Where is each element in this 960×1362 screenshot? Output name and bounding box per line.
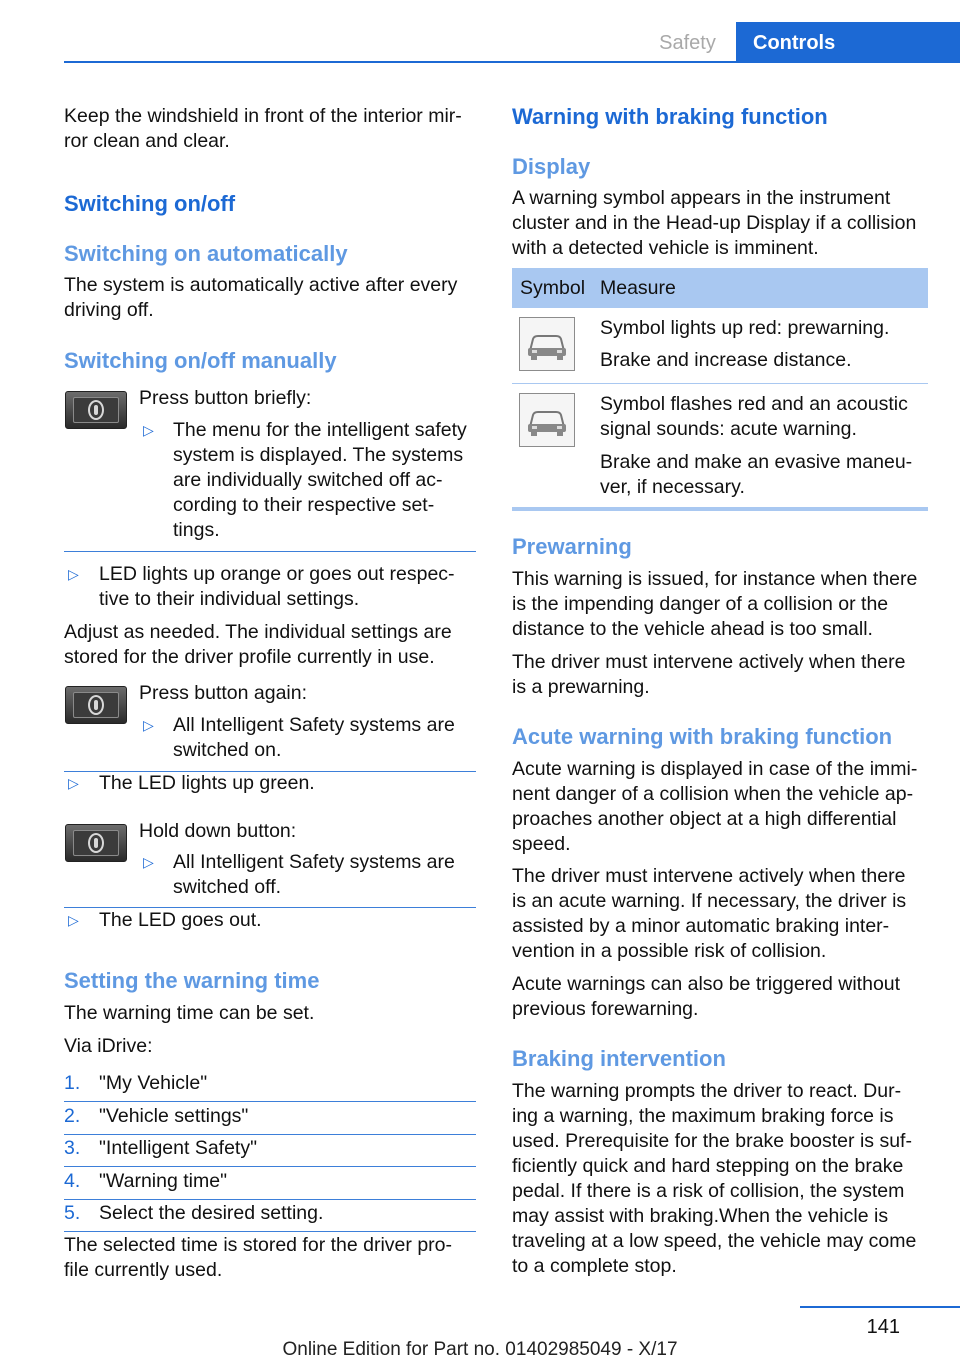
- step-number: 2.: [64, 1105, 81, 1127]
- braking-text-3: used. Prerequisite for the brake booster is suf-: [512, 1130, 912, 1152]
- row1-line-2: Brake and increase distance.: [600, 349, 852, 371]
- bullet-triangle-icon: ▷: [143, 717, 154, 733]
- heading-display: Display: [512, 154, 591, 179]
- led-bullet-1: LED lights up orange or goes out respec-: [99, 563, 455, 585]
- via-idrive: Via iDrive:: [64, 1035, 153, 1057]
- led-bullet-2: tive to their individual settings.: [99, 588, 360, 610]
- heading-prewarning: Prewarning: [512, 534, 632, 559]
- led-out: The LED goes out.: [99, 909, 262, 931]
- divider: [64, 1101, 476, 1102]
- braking-text-5: pedal. If there is a risk of collision, the system: [512, 1180, 905, 1202]
- stored-text-2: file currently used.: [64, 1259, 223, 1281]
- prewarning-text-5: is a prewarning.: [512, 676, 650, 698]
- prewarning-text-4: The driver must intervene actively when there: [512, 651, 906, 673]
- acute-text-5: The driver must intervene actively when there: [512, 865, 906, 887]
- brief-bullet-3: are individually switched off ac-: [173, 469, 443, 491]
- prewarning-text-1: This warning is issued, for instance when there: [512, 568, 918, 590]
- heading-warning-braking: Warning with braking function: [512, 104, 828, 129]
- collision-warning-icon: [519, 317, 575, 371]
- press-again: Press button again:: [139, 682, 308, 704]
- braking-text-2: ing a warning, the maximum braking force is: [512, 1105, 894, 1127]
- adjust-text-2: stored for the driver profile currently in use.: [64, 646, 435, 668]
- led-green: The LED lights up green.: [99, 772, 315, 794]
- display-text-2: cluster and in the Head-up Display if a collision: [512, 212, 917, 234]
- divider: [64, 1199, 476, 1200]
- display-text-1: A warning symbol appears in the instrument: [512, 187, 891, 209]
- braking-text-4: ficiently quick and hard stepping on the brake: [512, 1155, 904, 1177]
- prewarning-text-2: is the impending danger of a collision or the: [512, 593, 889, 615]
- tab-controls[interactable]: Controls: [736, 22, 960, 62]
- heading-warning-time: Setting the warning time: [64, 968, 320, 993]
- braking-text-7: traveling at a low speed, the vehicle may come: [512, 1230, 917, 1252]
- bullet-triangle-icon: ▷: [68, 775, 79, 791]
- row2-line-1: Symbol flashes red and an acoustic: [600, 393, 908, 415]
- bullet-triangle-icon: ▷: [68, 912, 79, 928]
- header-rule: [64, 61, 960, 63]
- row1-line-1: Symbol lights up red: prewarning.: [600, 317, 890, 339]
- acute-text-7: assisted by a minor automatic braking inter-: [512, 915, 890, 937]
- brief-bullet-4: cording to their respective set-: [173, 494, 435, 516]
- row2-line-3: Brake and make an evasive maneu-: [600, 451, 913, 473]
- warning-time-text: The warning time can be set.: [64, 1002, 315, 1024]
- intro-line-2: ror clean and clear.: [64, 130, 230, 152]
- auto-text-2: driving off.: [64, 299, 154, 321]
- acute-text-10: previous forewarning.: [512, 998, 699, 1020]
- auto-text-1: The system is automatically active after every: [64, 274, 458, 296]
- brief-bullet-5: tings.: [173, 519, 220, 541]
- step-text: "Vehicle settings": [99, 1105, 249, 1127]
- col-symbol: Symbol: [520, 277, 586, 299]
- safety-button-image-2: [65, 686, 127, 724]
- step-number: 3.: [64, 1137, 81, 1159]
- step-number: 5.: [64, 1202, 81, 1224]
- step-number: 4.: [64, 1170, 81, 1192]
- intro-line-1: Keep the windshield in front of the interior mir-: [64, 105, 462, 127]
- brief-bullet-2: system is displayed. The systems: [173, 444, 464, 466]
- tab-safety[interactable]: Safety: [659, 32, 716, 54]
- divider: [64, 1166, 476, 1167]
- acute-text-2: nent danger of a collision when the vehicle ap-: [512, 783, 914, 805]
- acute-text-9: Acute warnings can also be triggered without: [512, 973, 901, 995]
- footer-edition: Online Edition for Part no. 01402985049 - X/17: [282, 1339, 678, 1360]
- prewarning-text-3: distance to the vehicle ahead is too small.: [512, 618, 873, 640]
- heading-switching-on-automatically: Switching on automatically: [64, 241, 348, 266]
- braking-text-6: may assist with braking.When the vehicle is: [512, 1205, 889, 1227]
- acute-text-4: speed.: [512, 833, 571, 855]
- intelligent-safety-icon: [88, 400, 104, 420]
- acute-text-8: vention in a possible risk of collision.: [512, 940, 827, 962]
- press-briefly: Press button briefly:: [139, 387, 312, 409]
- acute-text-3: proaches another object at a high differential: [512, 808, 897, 830]
- adjust-text-1: Adjust as needed. The individual settings are: [64, 621, 452, 643]
- divider: [64, 1231, 476, 1232]
- again-bullet-1: All Intelligent Safety systems are: [173, 714, 455, 736]
- step-text: "My Vehicle": [99, 1072, 208, 1094]
- braking-text-1: The warning prompts the driver to react. Dur-: [512, 1080, 902, 1102]
- hold-down: Hold down button:: [139, 820, 297, 842]
- step-text: "Intelligent Safety": [99, 1137, 258, 1159]
- step-number: 1.: [64, 1072, 81, 1094]
- braking-text-8: to a complete stop.: [512, 1255, 677, 1277]
- row2-line-2: signal sounds: acute warning.: [600, 418, 857, 440]
- row2-line-4: ver, if necessary.: [600, 476, 745, 498]
- bullet-triangle-icon: ▷: [143, 854, 154, 870]
- hold-bullet-2: switched off.: [173, 876, 282, 898]
- again-bullet-2: switched on.: [173, 739, 282, 761]
- footer-rule: [800, 1306, 960, 1308]
- divider: [64, 551, 476, 552]
- heading-switching-on-off: Switching on/off: [64, 191, 236, 216]
- heading-acute-warning: Acute warning with braking function: [512, 724, 893, 749]
- col-measure: Measure: [600, 277, 676, 299]
- display-text-3: with a detected vehicle is imminent.: [512, 237, 819, 259]
- page-number: 141: [866, 1316, 900, 1338]
- collision-warning-icon: [519, 393, 575, 447]
- step-text: Select the desired setting.: [99, 1202, 324, 1224]
- intelligent-safety-icon: [88, 695, 104, 715]
- safety-button-image-1: [65, 391, 127, 429]
- intelligent-safety-icon: [88, 833, 104, 853]
- step-text: "Warning time": [99, 1170, 227, 1192]
- safety-button-image-3: [65, 824, 127, 862]
- heading-switching-manually: Switching on/off manually: [64, 348, 337, 373]
- stored-text-1: The selected time is stored for the driver pro-: [64, 1234, 452, 1256]
- acute-text-1: Acute warning is displayed in case of the immi-: [512, 758, 918, 780]
- table-bottom-rule: [512, 507, 928, 511]
- table-row-rule: [512, 383, 928, 384]
- brief-bullet-1: The menu for the intelligent safety: [173, 419, 467, 441]
- acute-text-6: is an acute warning. If necessary, the driver is: [512, 890, 907, 912]
- hold-bullet-1: All Intelligent Safety systems are: [173, 851, 455, 873]
- heading-braking-intervention: Braking intervention: [512, 1046, 726, 1071]
- bullet-triangle-icon: ▷: [143, 422, 154, 438]
- divider: [64, 1134, 476, 1135]
- bullet-triangle-icon: ▷: [68, 566, 79, 582]
